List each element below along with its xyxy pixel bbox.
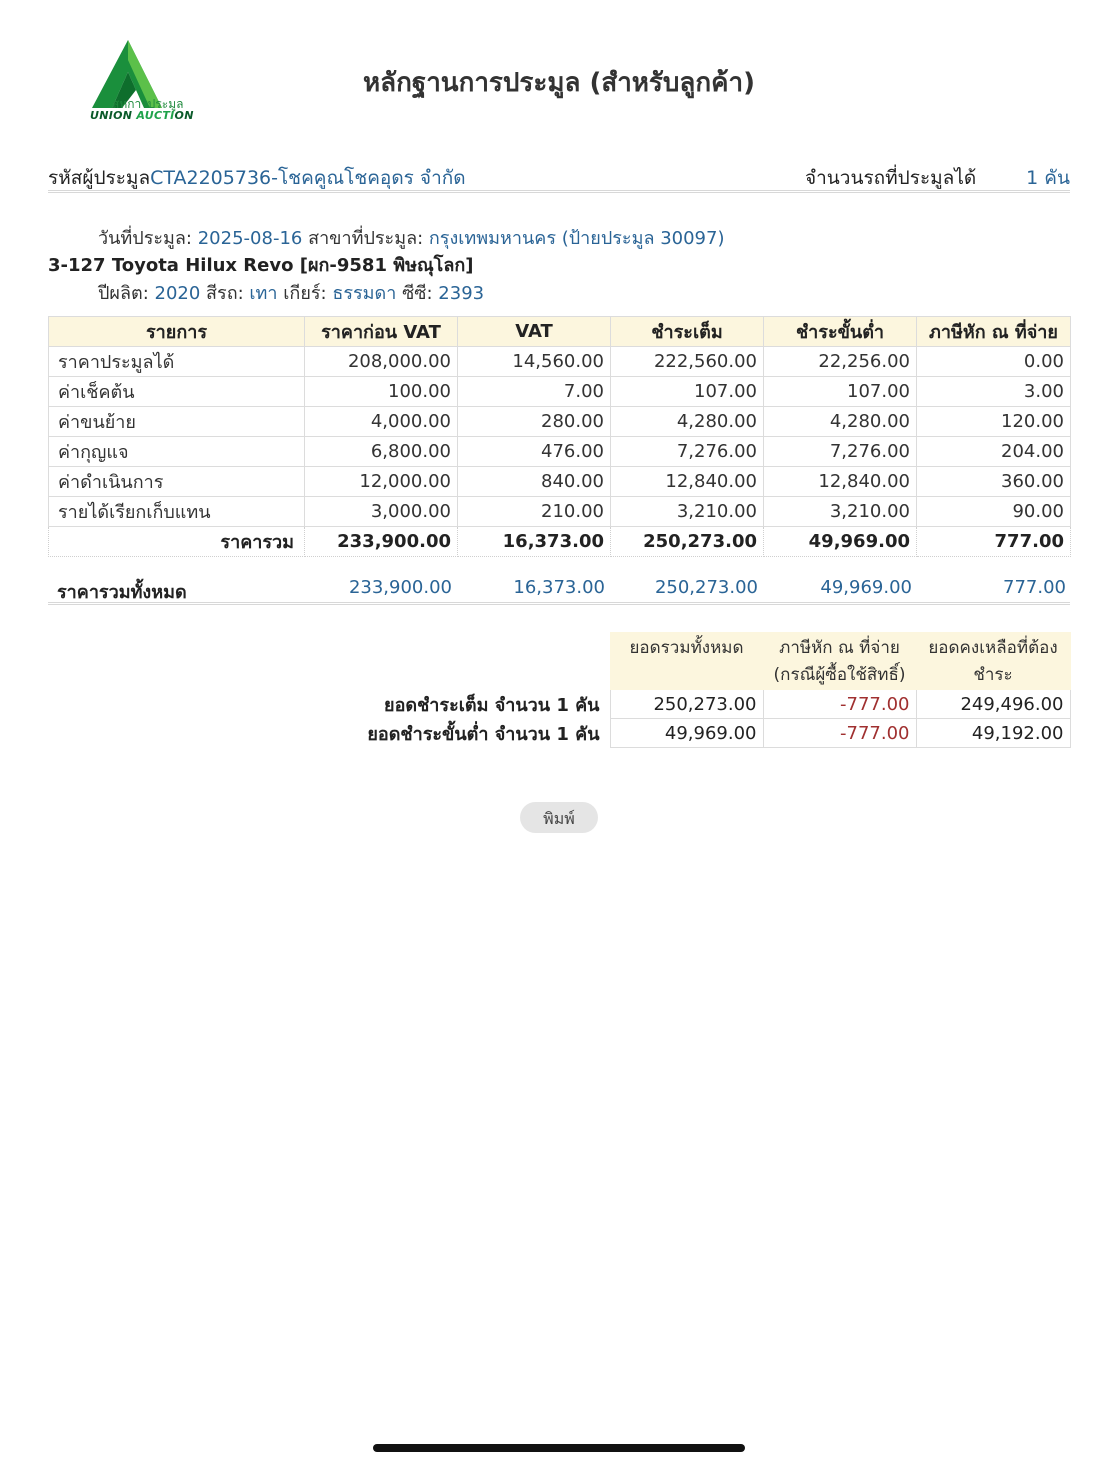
table-row: รายได้เรียกเก็บแทน 3,000.00 210.00 3,210.00 3,210.00 90.00	[49, 497, 1071, 527]
vehicle-year: 2020	[154, 283, 201, 304]
vehicle-count-label: จำนวนรถที่ประมูลได้	[805, 167, 977, 189]
summary-header-row	[48, 633, 1070, 690]
table-row: ราคาประมูลได้ 208,000.00 14,560.00 222,560.00 22,256.00 0.00	[49, 347, 1071, 377]
grand-total-value: 777.00	[1003, 577, 1066, 598]
page-title: หลักฐานการประมูล (สำหรับลูกค้า)	[363, 68, 755, 98]
summary-col-header: ยอดคงเหลือที่ต้องชำระ	[916, 633, 1070, 690]
table-row: ค่าดำเนินการ 12,000.00 840.00 12,840.00 12,840.00 360.00	[49, 467, 1071, 497]
home-indicator[interactable]	[373, 1444, 745, 1452]
grand-total-value: 233,900.00	[348, 577, 452, 598]
grand-total-value: 16,373.00	[513, 577, 605, 598]
bidder-value: CTA2205736-โชคคูณโชคอุดร จำกัด	[150, 167, 466, 189]
vehicle-cc: 2393	[438, 283, 485, 304]
table-row: ค่ากุญแจ 6,800.00 476.00 7,276.00 7,276.00 204.00	[49, 437, 1071, 467]
bidder-label: รหัสผู้ประมูล	[48, 167, 151, 189]
table-header-row	[49, 317, 1071, 347]
logo-thai-text: สหการประมูล	[112, 97, 184, 111]
price-breakdown-table	[48, 316, 1071, 557]
print-button[interactable]: พิมพ์	[520, 802, 598, 833]
col-header: ชำระขั้นต่ำ	[764, 317, 917, 347]
table-row: ค่าเช็คต้น 100.00 7.00 107.00 107.00 3.00	[49, 377, 1071, 407]
bidder-row	[48, 160, 1070, 193]
logo-english-text: UNION AUCTION	[90, 109, 194, 122]
col-header: รายการ	[49, 317, 305, 347]
auction-branch: กรุงเทพมหานคร (ป้ายประมูล 30097)	[428, 228, 725, 249]
col-header: ชำระเต็ม	[611, 317, 764, 347]
auction-date: 2025-08-16	[197, 228, 303, 249]
auction-date-branch: วันที่ประมูล: 2025-08-16 สาขาที่ประมูล: กรุงเทพมหานคร (ป้ายประมูล 30097)	[98, 228, 725, 249]
grand-total-value: 250,273.00	[654, 577, 758, 598]
table-sum-row: ราคารวม 233,900.00 16,373.00 250,273.00 49,969.00 777.00	[49, 527, 1071, 557]
vehicle-specs: ปีผลิต: 2020 สีรถ: เทา เกียร์: ธรรมดา ซีซี: 2393	[98, 283, 485, 304]
payment-summary-table	[48, 632, 1071, 748]
col-header: VAT	[458, 317, 611, 347]
vehicle-title: 3-127 Toyota Hilux Revo [ผก-9581 พิษณุโลก]	[48, 255, 474, 276]
table-row: ค่าขนย้าย 4,000.00 280.00 4,280.00 4,280.00 120.00	[49, 407, 1071, 437]
summary-col-header: ภาษีหัก ณ ที่จ่าย (กรณีผู้ซื้อใช้สิทธิ์)	[763, 633, 916, 690]
vehicle-color: เทา	[249, 283, 278, 304]
grand-total-row	[48, 574, 1070, 605]
grand-total-label: ราคารวมทั้งหมด	[57, 582, 187, 603]
summary-col-header: ยอดรวมทั้งหมด	[610, 633, 763, 690]
grand-total-value: 49,969.00	[820, 577, 912, 598]
summary-row: ยอดชำระเต็ม จำนวน 1 คัน 250,273.00 -777.00 249,496.00	[48, 690, 1070, 719]
summary-row: ยอดชำระขั้นต่ำ จำนวน 1 คัน 49,969.00 -777.00 49,192.00	[48, 719, 1070, 748]
col-header: ราคาก่อน VAT	[305, 317, 458, 347]
vehicle-gear: ธรรมดา	[332, 283, 397, 304]
vehicle-count-value: 1 คัน	[1026, 167, 1070, 189]
col-header: ภาษีหัก ณ ที่จ่าย	[917, 317, 1071, 347]
